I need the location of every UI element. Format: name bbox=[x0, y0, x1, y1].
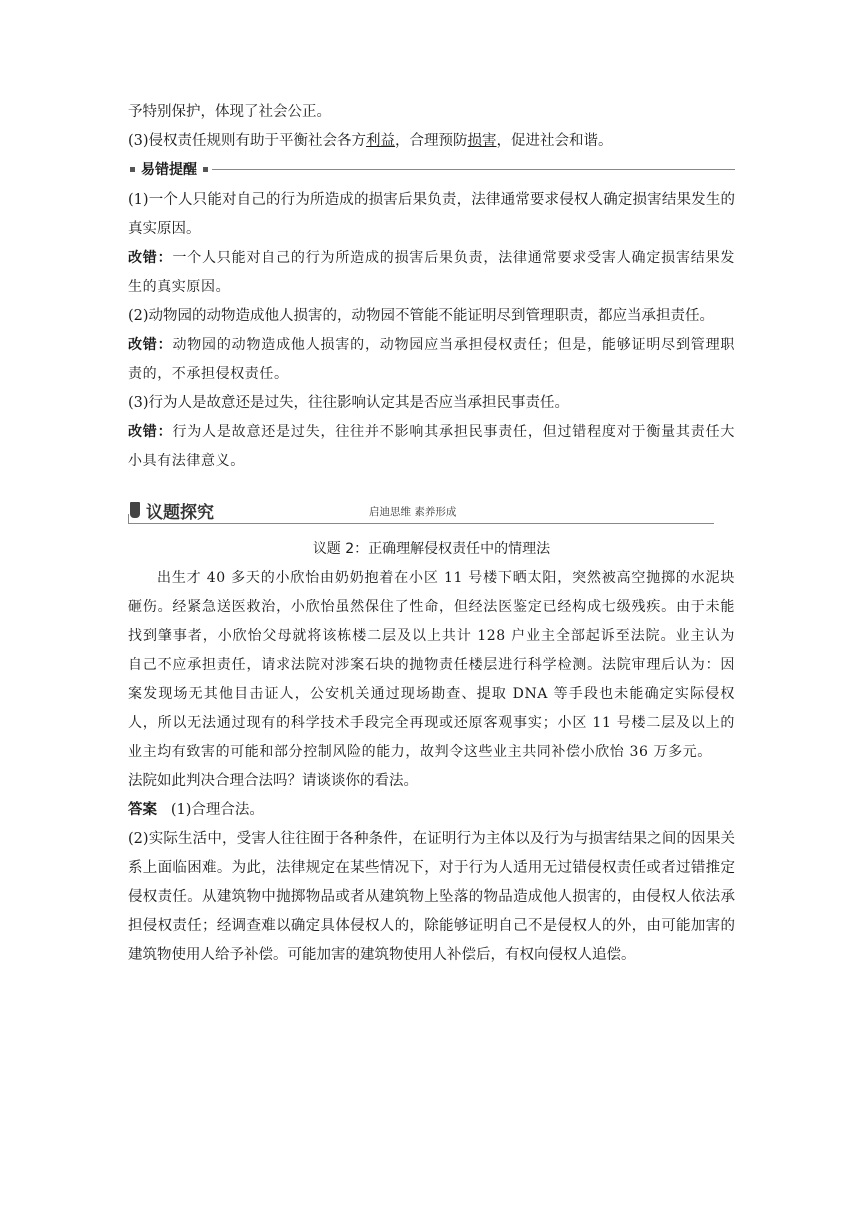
underlined-term-damage: 损害 bbox=[467, 133, 497, 149]
tip-statement-1: (1)一个人只能对自己的行为所造成的损害后果负责，法律通常要求侵权人确定损害结果发生的真实原因。 bbox=[128, 192, 735, 237]
answer-line-1 bbox=[128, 796, 735, 825]
square-bullet-icon bbox=[203, 167, 208, 172]
underlined-term-interests: 利益 bbox=[366, 133, 396, 149]
section-subtitle: 启迪思维 素养形成 bbox=[369, 506, 457, 518]
document-page bbox=[128, 98, 735, 970]
fix-text: 动物园的动物造成他人损害的，动物园应当承担侵权责任；但是，能够证明尽到管理职责的，不承担侵权责任。 bbox=[128, 337, 735, 382]
answer-label: 答案 bbox=[128, 802, 157, 818]
divider-line bbox=[212, 169, 735, 170]
fix-label: 改错： bbox=[128, 337, 173, 353]
answer-point-2: (2)实际生活中，受害人往往囿于各种条件，在证明行为主体以及行为与损害结果之间的因果关系上面临困难。为此，法律规定在某些情况下，对于行为人适用无过错侵权责任或者过错推定侵权责任。从建筑物中抛掷物品或者从建筑物上坠落的物品造成他人损害的，由侵权人依法承担侵权责任；经调查难以确定具体侵权人的，除能够证明自己不是侵权人的外，由可能加害的建筑物使用人给予补偿。可能加害的建筑物使用人补偿后，有权向侵权人追偿。 bbox=[128, 831, 735, 963]
fix-label: 改错： bbox=[128, 250, 173, 266]
section-corner-line bbox=[128, 514, 129, 524]
tip-fix-1 bbox=[128, 244, 735, 302]
tip-statement-2: (2)动物园的动物造成他人损害的，动物园不管能不能证明尽到管理职责，都应当承担责任。 bbox=[128, 308, 715, 324]
question-line: 法院如此判决合理合法吗？请谈谈你的看法。 bbox=[128, 773, 418, 789]
case-paragraph: 出生才 40 多天的小欣怡由奶奶抱着在小区 11 号楼下晒太阳，突然被高空抛掷的水泥块砸伤。经紧急送医救治，小欣怡虽然保住了性命，但经法医鉴定已经构成七级残疾。由于未能找到肇事者，小欣怡父母就将该栋楼二层及以上共计 128 户业主全部起诉至法院。业主认为自己不应承担责任，请求法院对涉案石块的抛物责任楼层进行科学检测。法院审理后认为：因案发现场无其他目击证人，公安机关通过现场勘查、提取 DNA 等手段也未能确定实际侵权人，所以无法通过现有的科学技术手段完全再现或还原客观事实；小区 11 号楼二层及以上的业主均有致害的可能和部分控制风险的能力，故判令这些业主共同补偿小欣怡 36 万多元。 bbox=[128, 570, 735, 760]
answer-point-1: (1)合理合法。 bbox=[170, 802, 264, 818]
topic-title: 议题 2：正确理解侵权责任中的情理法 bbox=[312, 541, 551, 557]
intro-text-b: ，合理预防 bbox=[395, 133, 468, 149]
pencil-icon bbox=[130, 502, 140, 518]
intro-text-a: (3)侵权责任规则有助于平衡社会各方 bbox=[128, 133, 367, 149]
section-header bbox=[128, 498, 735, 524]
intro-text-c: ，促进社会和谐。 bbox=[496, 133, 613, 149]
tip-fix-2 bbox=[128, 331, 735, 389]
intro-line-2 bbox=[128, 127, 735, 156]
error-tip-label: 易错提醒 bbox=[141, 162, 197, 178]
error-tips-list bbox=[128, 186, 735, 476]
tip-fix-3 bbox=[128, 418, 735, 476]
square-bullet-icon bbox=[130, 167, 135, 172]
section-underline bbox=[128, 523, 714, 524]
error-tip-header bbox=[128, 156, 735, 182]
fix-text: 一个人只能对自己的行为所造成的损害后果负责，法律通常要求受害人确定损害结果发生的真实原因。 bbox=[128, 250, 735, 295]
fix-label: 改错： bbox=[128, 424, 173, 440]
tip-statement-3: (3)行为人是故意还是过失，往往影响认定其是否应当承担民事责任。 bbox=[128, 395, 570, 411]
fix-text: 行为人是故意还是过失，往往并不影响其承担民事责任，但过错程度对于衡量其责任大小具有法律意义。 bbox=[128, 424, 735, 469]
intro-line-1: 予特别保护，体现了社会公正。 bbox=[128, 104, 331, 120]
section-title: 议题探究 bbox=[146, 503, 214, 523]
